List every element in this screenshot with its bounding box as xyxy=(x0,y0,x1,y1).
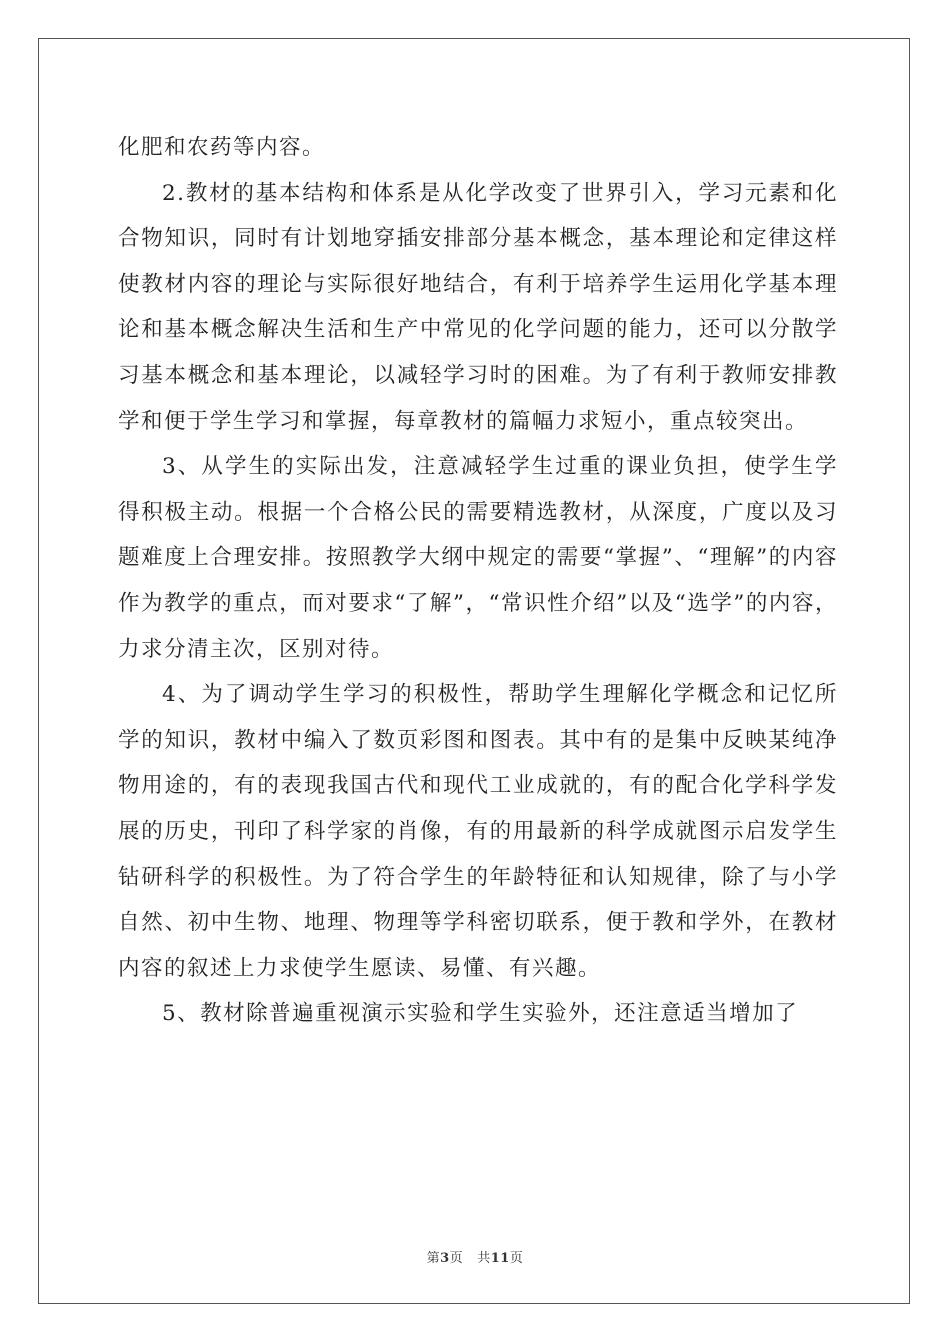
page-label-prefix: 第 xyxy=(426,1251,441,1266)
paragraph-item-2: 2.教材的基本结构和体系是从化学改变了世界引入，学习元素和化合物知识，同时有计划地穿插安排部分基本概念，基本理论和定律这样使教材内容的理论与实际很好地结合，有利于培养学生运用化学基本理论和基本概念解决生活和生产中常见的化学问题的能力，还可以分散学习基本概念和基本理论，以减轻学习时的困难。为了有利于教师安排教学和便于学生学习和掌握，每章教材的篇幅力求短小，重点较突出。 xyxy=(118,180,838,434)
total-pages-number: 11 xyxy=(490,1251,510,1266)
paragraph-item-3: 3、从学生的实际出发，注意减轻学生过重的课业负担，使学生学得积极主动。根据一个合格公民的需要精选教材，从深度，广度以及习题难度上合理安排。按照教学大纲中规定的需要“掌握”、“理解”的内容作为教学的重点，而对要求“了解”，“常识性介绍”以及“选学”的内容，力求分清主次，区别对待。 xyxy=(118,454,838,662)
paragraph-item-4: 4、为了调动学生学习的积极性，帮助学生理解化学概念和记忆所学的知识，教材中编入了数页彩图和图表。其中有的是集中反映某纯净物用途的，有的表现我国古代和现代工业成就的，有的配合化学科学发展的历史，刊印了科学家的肖像，有的用最新的科学成就图示启发学生钻研科学的积极性。为了符合学生的年龄特征和认知规律，除了与小学自然、初中生物、地理、物理等学科密切联系，便于教和学外，在教材内容的叙述上力求使学生愿读、易懂、有兴趣。 xyxy=(118,682,838,981)
total-label-prefix: 共 xyxy=(477,1251,491,1266)
current-page-number: 3 xyxy=(440,1251,450,1266)
paragraph-continuation: 化肥和农药等内容。 xyxy=(118,135,326,160)
page-label-suffix: 页 xyxy=(449,1251,464,1266)
document-body xyxy=(118,125,838,1037)
paragraph-item-5: 5、教材除普遍重视演示实验和学生实验外，还注意适当增加了 xyxy=(162,1001,799,1027)
total-label-suffix: 页 xyxy=(509,1251,524,1266)
page-footer xyxy=(0,1247,950,1266)
